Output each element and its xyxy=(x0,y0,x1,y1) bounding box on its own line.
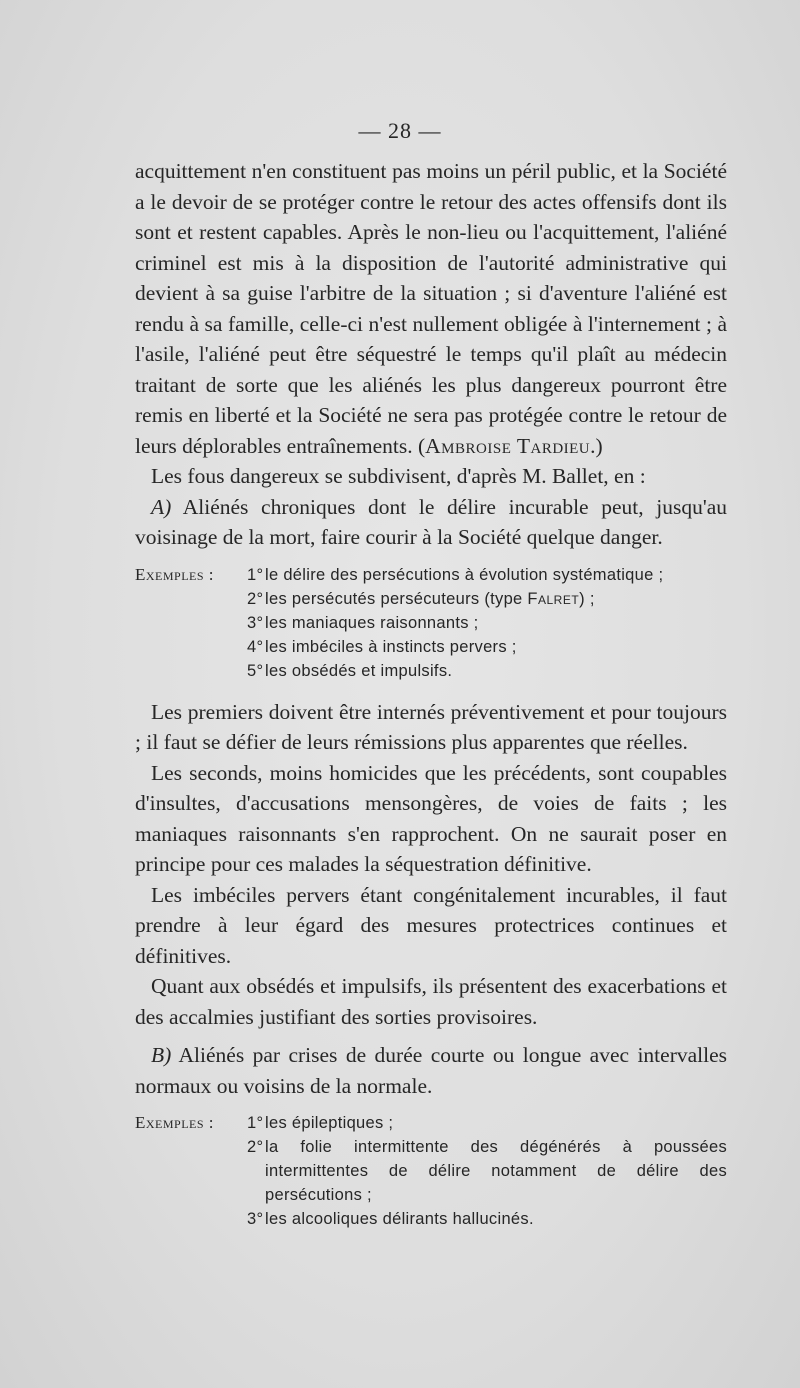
examples-label: Exemples : xyxy=(135,564,215,584)
examples-list-a xyxy=(135,563,727,683)
list-item: 1° le délire des persécutions à évolution systématique ; xyxy=(247,565,664,584)
list-item: 1° les épileptiques ; xyxy=(247,1114,394,1132)
paragraph-3: A) Aliénés chroniques dont le délire incurable peut, jusqu'au voisinage de la mort, faire courir à la Société quelque danger. xyxy=(135,494,727,549)
page-number: — 28 — xyxy=(358,118,442,143)
paragraph-4: Les premiers doivent être internés préventivement et pour toujours ; il faut se défier de leurs rémissions plus apparentes que réelles. xyxy=(135,699,727,754)
list-item: 2° la folie intermittente des dégénérés à poussées intermittentes de délire notamment de délire des persécutions ; xyxy=(247,1138,727,1204)
section-marker-a: A) xyxy=(151,494,172,519)
examples-list-b xyxy=(135,1111,727,1231)
paragraph-5: Les seconds, moins homicides que les précédents, sont coupables d'insultes, d'accusations mensongères, de voies de faits ; les maniaques raisonnants s'en rapprochent. On ne saurait poser en principe pour ces malades la séquestration définitive. xyxy=(135,760,727,876)
author-name: Ambroise Tardieu xyxy=(425,433,591,458)
paragraph-7: Quant aux obsédés et impulsifs, ils présentent des exacerbations et des accalmies justifiant des sorties provisoires. xyxy=(135,974,727,1029)
section-marker-b: B) xyxy=(151,1043,172,1067)
paragraph-6: Les imbéciles pervers étant congénitalement incurables, il faut prendre à leur égard des mesures protectrices continues et définitives. xyxy=(135,882,727,968)
list-item: 3° les alcooliques délirants hallucinés. xyxy=(247,1210,534,1228)
list-item: 3° les maniaques raisonnants ; xyxy=(247,613,479,632)
paragraph-1: acquittement n'en constituent pas moins un péril public, et la Société a le devoir de se protéger contre le retour des actes offensifs dont ils sont et restent capables. Après le non-lieu ou l'acquittement, l'aliéné criminel est mis à la disposition de l'autorité administrative qui devient à sa guise l'arbitre de la situation ; si d'aventure l'aliéné est rendu à sa famille, celle-ci n'est nullement obligée à l'internement ; à l'asile, l'aliéné peut être séquestré le temps qu'il plaît au médecin traitant de sorte que les aliénés les plus dangereux pourront être remis en liberté et la Société ne sera pas protégée contre le retour de leurs déplorables entraînements. (Ambroise Tardieu.) xyxy=(135,159,727,458)
body-text xyxy=(135,156,727,1245)
examples-label: Exemples : xyxy=(135,1113,215,1132)
list-item: 5° les obsédés et impulsifs. xyxy=(247,661,453,680)
paragraph-2: Les fous dangereux se subdivisent, d'après M. Ballet, en : xyxy=(151,464,646,488)
list-item: 4° les imbéciles à instincts pervers ; xyxy=(247,637,517,656)
list-item: 2° les persécutés persécuteurs (type Falret) ; xyxy=(247,589,595,608)
paragraph-8: B) Aliénés par crises de durée courte ou longue avec intervalles normaux ou voisins de la normale. xyxy=(135,1043,727,1098)
